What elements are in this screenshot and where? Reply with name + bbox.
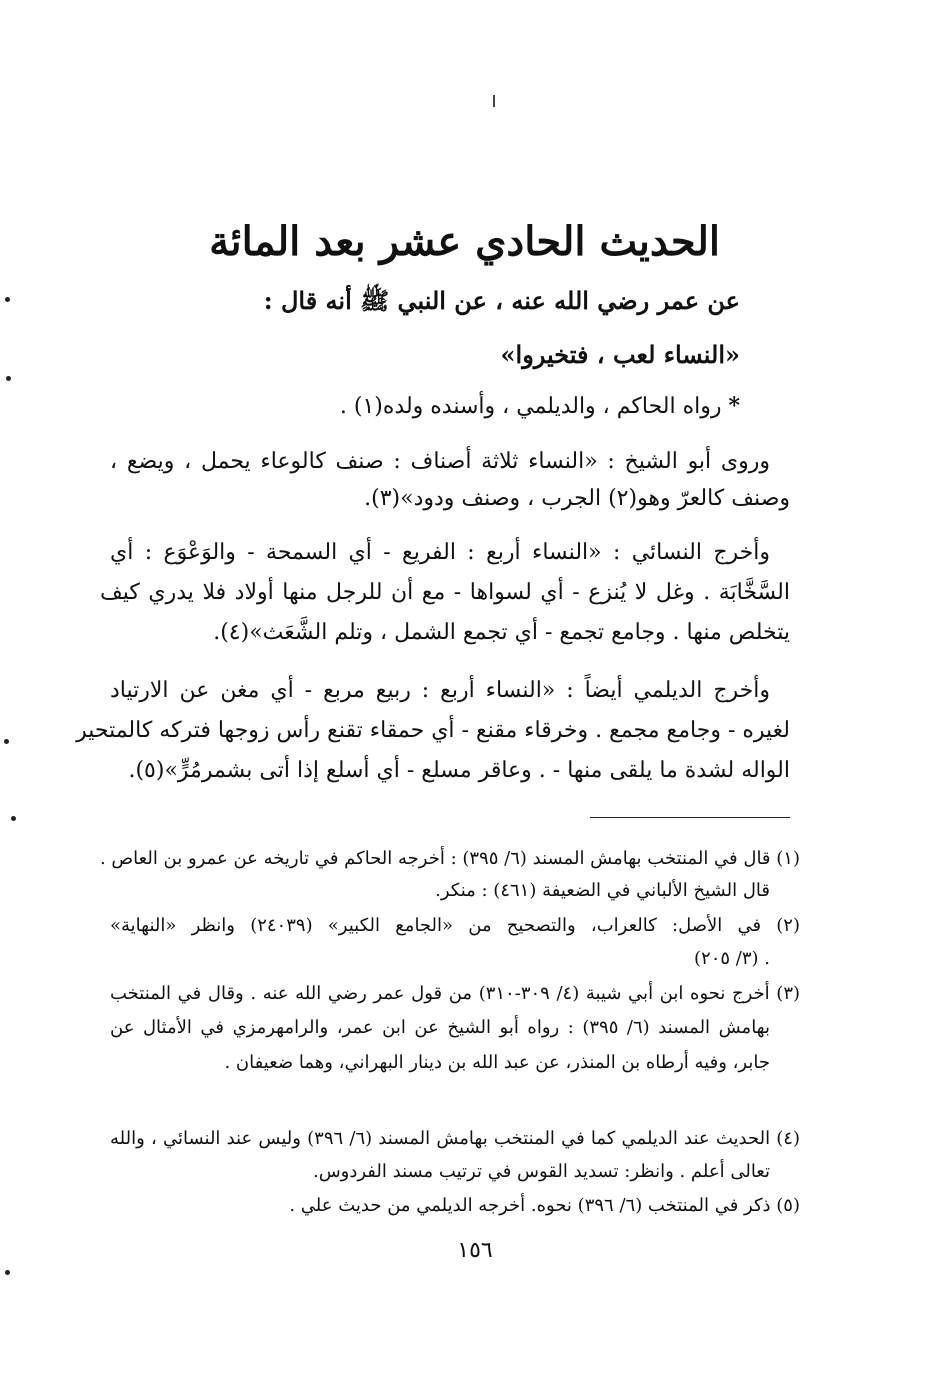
footnote-line: (٤) الحديث عند الديلمي كما في المنتخب بهامش المسند (٦/ ٣٩٦) وليس عند النسائي ، والله bbox=[110, 1128, 800, 1149]
scan-mark bbox=[5, 297, 10, 302]
narration-line bbox=[300, 393, 740, 419]
paragraph-line: وأخرج النسائي : «النساء أربع : الفريع - أي السمحة - والوَعْوَع : أي bbox=[110, 540, 770, 565]
paragraph-line: الواله لشدة ما يلقى منها - . وعاقر مسلع - أي أسلع إذا أتى بشمرمُرٍّ»(٥). bbox=[128, 758, 790, 783]
page-title: الحديث الحادي عشر بعد المائة bbox=[209, 218, 720, 265]
footnote-line: (٥) ذكر في المنتخب (٦/ ٣٩٦) نحوه. أخرجه الديلمي من حديث علي . bbox=[289, 1195, 800, 1216]
footnote-line: تعالى أعلم . وانظر: تسديد القوس في ترتيب مسند الفردوس. bbox=[312, 1161, 770, 1182]
paragraph-line: وصنف كالعرّ وهو(٢) الجرب ، وصنف ودود»(٣). bbox=[364, 486, 790, 511]
paragraph-line: وروى أبو الشيخ : «النساء ثلاثة أصناف : صنف كالوعاء يحمل ، ويضع ، bbox=[110, 449, 770, 474]
star-marker: * bbox=[728, 393, 740, 419]
intro-line: عن عمر رضي الله عنه ، عن النبي ﷺ أنه قال : bbox=[263, 286, 740, 315]
hadith-text: «النساء لعب ، فتخيروا» bbox=[500, 340, 740, 369]
footnote-line: (١) قال في المنتخب بهامش المسند (٦/ ٣٩٥) : أخرجه الحاكم في تاريخه عن عمرو بن العاص . bbox=[99, 848, 800, 869]
narration-text: رواه الحاكم ، والديلمي ، وأسنده ولده(١) . bbox=[339, 394, 722, 419]
scan-mark bbox=[6, 376, 11, 381]
scan-mark bbox=[4, 739, 9, 744]
footnote-line: بهامش المسند (٦/ ٣٩٥) : رواه أبو الشيخ عن ابن عمر، والرامهرمزي في الأمثال عن bbox=[110, 1017, 770, 1038]
footnote-line: (٣/ ٢٠٥) . bbox=[694, 948, 770, 969]
paragraph-line: وأخرج الديلمي أيضاً : «النساء أربع : ربيع مربع - أي مغن عن الارتياد bbox=[110, 678, 770, 703]
footnote-line: جابر، وفيه أرطاه بن المنذر، عن عبد الله بن دينار البهراني، وهما ضعيفان . bbox=[224, 1052, 770, 1073]
footnote-line: قال الشيخ الألباني في الضعيفة (٤٦١) : منكر. bbox=[435, 880, 770, 901]
page-number: ١٥٦ bbox=[457, 1238, 493, 1263]
scan-mark bbox=[11, 816, 16, 821]
scan-mark bbox=[493, 95, 495, 107]
paragraph-line: يتخلص منها . وجامع تجمع - أي تجمع الشمل ، وتلم الشَّعَث»(٤). bbox=[213, 620, 790, 645]
footnote-line: (٢) في الأصل: كالعراب، والتصحيح من «الجامع الكبير» (٢٤٠٣٩) وانظر «النهاية» bbox=[110, 915, 800, 936]
scan-mark bbox=[5, 1270, 10, 1275]
footnote-divider bbox=[590, 817, 790, 818]
paragraph-line: لغيره - وجامع مجمع . وخرقاء مقنع - أي حمقاء تقنع رأس زوجها فتركه كالمتحير bbox=[76, 718, 790, 743]
footnote-line: (٣) أخرج نحوه ابن أبي شيبة (٤/ ٣٠٩-٣١٠) من قول عمر رضي الله عنه . وقال في المنتخب bbox=[110, 983, 801, 1004]
paragraph-line: السَّخَّابَة . وغل لا يُنزع - أي لسواها - مع أن للرجل منها أولاد فلا يدري كيف bbox=[100, 580, 790, 605]
